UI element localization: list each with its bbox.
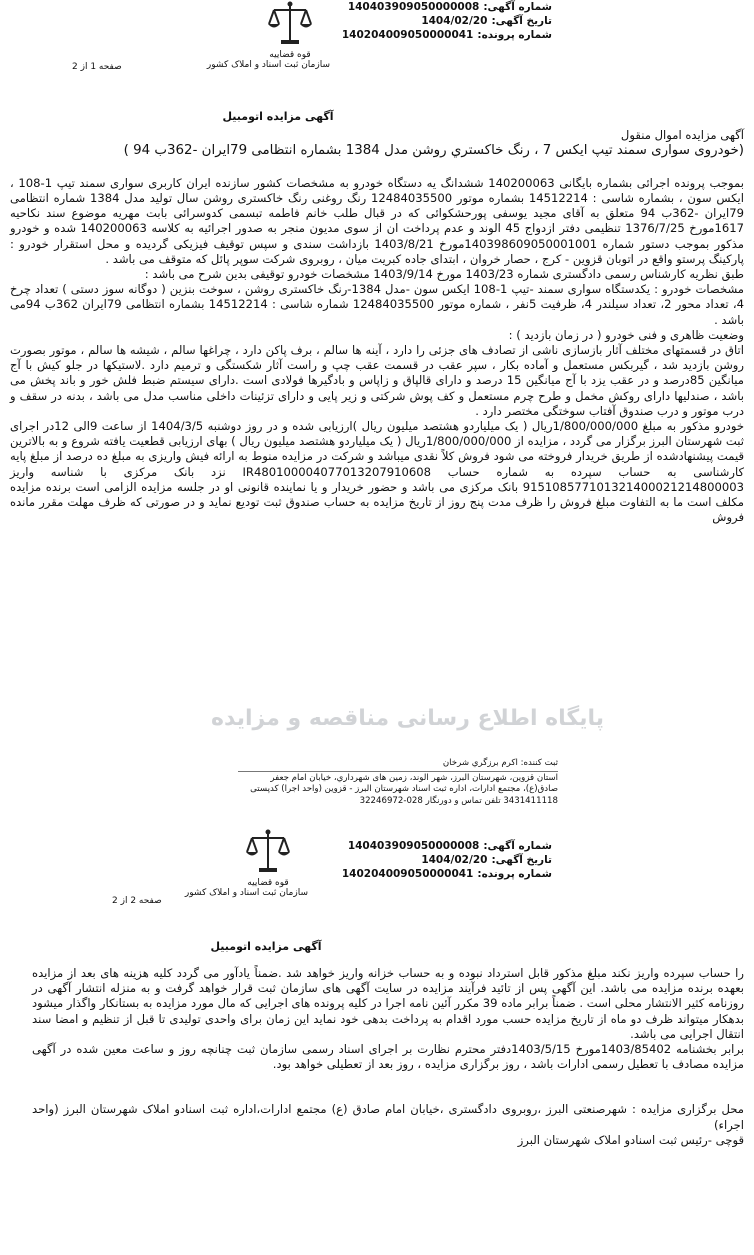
paragraph: وضعیت ظاهری و فنی خودرو ( در زمان بازدید ) : bbox=[508, 327, 744, 342]
paragraph: قوچی -رئیس ثبت اسنادو املاک شهرستان البرز bbox=[517, 1132, 744, 1147]
ad-date-label: تاریخ آگهی: bbox=[491, 854, 552, 866]
footer-address: استان قزوین، شهرستان البرز، شهر الوند، زمین های شهرداري، خیابان امام جعفر صادق(ع)، مجتمع ادارات، اداره ثبت اسناد شهرستان البرز - قزوین (واحد اجرا) کدپستی 3431411118 تلفن تماس و دورنگار 028-32246972 bbox=[250, 772, 558, 806]
footer-divider bbox=[238, 771, 558, 772]
judiciary-seal bbox=[184, 828, 308, 899]
file-number-label: شماره پرونده: bbox=[477, 29, 552, 41]
paragraph: (خودروی سواری سمند تیپ ایکس 7 ، رنگ خاکستري روشن مدل 1384 بشماره انتظامی 79ایران -362ب 94 ) bbox=[123, 143, 744, 159]
page-indicator: صفحه 1 از 2 bbox=[72, 62, 122, 72]
seal-org-text: سازمان ثبت اسناد و املاک کشور bbox=[206, 60, 330, 70]
ad-date: 1404/02/20 bbox=[421, 854, 488, 866]
watermark: پایگاه اطلاع رسانی مناقصه و مزایده bbox=[211, 706, 604, 731]
paragraph: برابر بخشنامه 1403/85402مورخ 1403/5/15دفتر محترم نظارت بر اجرای اسناد رسمی سازمان ثبت چنانچه روز و ساعت معین شده در آگهی مزایده مصادف با تعطیل رسمی ادارات باشد ، روز برگزاری مزایده ، روز بعد از تعطیلی خواهد بود. bbox=[32, 1042, 745, 1072]
paragraph: بموجب پرونده اجرائی بشماره بایگانی 140200063 ششدانگ یه دستگاه خودرو به مشخصات کشور سازنده ایران کاربری سواری سمند تیپ 1-108 ، ایکس سون ، بشماره شاسی : 14512214 بشماره موتور 12484035500 رنگ روغنی رنگ خاکستری روشن سال تولید مدل 1384 شماره انتظامی 79ایران -362ب 94 متعلق به آقای مجید یوسفی پورحشکوائی که در قبال طلب خانم فاطمه تبسمی کدوسرائی بابت مهریه موضوع سند نکاحیه 1617مورخ 1376/7/25 تنظیمی دفتر ازدواج 45 الوند و عدم پرداخت ان از سوی مدیون منجر به صدور اجرائیه به کلاسه 140200063 شده و خودرو مذکور بموجب دستور شماره 140398609050001001مورخ 1403/8/21 بازداشت سندی و سپس توقیف فیزیکی گردیده و محل استقرار خودرو : پارکینگ پرستو واقع در اتوبان قزوین - کرج ، حصار خروان ، ابتدای جاده کبریت میان ، روبروی شرکت سوپر پائل که متوقف می باشد . bbox=[10, 175, 745, 266]
file-number: 140204009050000041 bbox=[341, 868, 474, 880]
notice1-footer bbox=[238, 758, 558, 807]
notice1-header bbox=[342, 0, 552, 42]
paragraph: خودرو مذکور به مبلغ 1/800/000/000ریال ( یک میلیاردو هشتصد میلیون ریال )ارزیابی شده و در روز دوشنبه 1404/3/5 از ساعت 9الی 12در اجرای ثبت شهرستان البرز برگزار می گردد ، مزایده از 1/800/000/000ریال ( یک میلیاردو هشتصد میلیون ریال ) بهای ارزیابی قطعیت یافته شروع و به بالاترین قیمت پیشنهادشده از طریق خریدار فروخته می شود فروش کلاً نقدی میباشد و شرکت در مزایده منوط به ارائه فیش واریزی به مبلغ ده درصد از مبلغ پایه کارشناسی به حساب سپرده به شماره حساب IR480100004077013207910608 نزد بانک مرکزی با شناسه واریز 915108577101321400021214800003 بانک مرکزی می باشد و حضور خریدار و یا نماینده قانونی او در جلسه مزایده الزامی است برنده مزایده مکلف است ما به التفاوت مبلغ فروش را ظرف مدت پنج روز از تاریخ مزایده به حساب صندوق ثبت تودیع نماید و در صورتی که ظرف مهلت مقرر مانده فروش bbox=[10, 418, 744, 525]
paragraph: اتاق در قسمتهای مختلف آثار بازسازی ناشی از تصادف های جزئی را دارد ، آینه ها سالم ، برف پاکن دارد ، چراغها سالم ، شیشه ها سالم ، موتور بصورت روشن بازدید شد ، گیربکس مستعمل و آماده بکار ، سپر عقب در قسمت عقب چپ و راست آثار شکستگی و ترمیم دارد .لاستیکها در جلو کیش با آج میانگین 85درصد و در عقب یزد با آج میانگین 15 درصد و دارای قالپاق و زاپاس و بادگیرها فولادی است .دارای سیستم ضبط فلش خور و باند پخش می باشد ، صندلیها دارای روکش مخمل و طرح چرم مستعمل و کف پوش شرکتی و زیر پایی و دارای تزئینات داخلی مناسب مدل می باشد ، بدنه در سقف و درب موتور و درب صندوق آفتاب سوختگی مختصر دارد . bbox=[10, 342, 744, 418]
scales-of-justice-icon bbox=[268, 0, 312, 46]
ad-number-label: شماره آگهی: bbox=[483, 840, 552, 852]
registrar-name: اکرم برزگري شرخان bbox=[442, 758, 518, 768]
paragraph: مشخصات خودرو : یکدستگاه سواری سمند -تیپ 1-108 ایکس سون -مدل 1384-رنگ خاکستری روشن ، سوخت بنزین ( دوگانه سوز دستی ) تعداد چرخ 4، تعداد محور 2، تعداد سیلندر 4، ظرفیت 5نفر ، شماره موتور 12484035500 شماره شاسی : 14512214 بشماره انتظامی 79ایران 362ب 94می باشد . bbox=[10, 282, 744, 327]
seal-org-text: سازمان ثبت اسناد و املاک کشور bbox=[184, 888, 308, 898]
scales-of-justice-icon bbox=[246, 828, 290, 874]
file-number: 140204009050000041 bbox=[341, 29, 474, 41]
notice1-body bbox=[10, 128, 744, 525]
seal-emblem-text: قوه قضاییه bbox=[247, 878, 289, 888]
ad-number-label: شماره آگهی: bbox=[483, 1, 552, 13]
ad-number: 140403909050000008 bbox=[347, 1, 480, 13]
page-indicator: صفحه 2 از 2 bbox=[112, 896, 162, 906]
notice-title: آگهی مزایده اتومبیل bbox=[210, 940, 322, 953]
ad-date: 1404/02/20 bbox=[421, 15, 488, 27]
paragraph: محل برگزاری مزایده : شهرصنعتی البرز ،روبروی دادگستری ،خیابان امام صادق (ع) مجتمع ادارات،اداره ثبت اسنادو املاک شهرستان البرز (واحد اجراء) bbox=[32, 1102, 744, 1132]
paragraph: آگهی مزایده اموال منقول bbox=[620, 128, 744, 142]
ad-number: 140403909050000008 bbox=[347, 840, 480, 852]
notice-title: آگهی مزایده اتومبیل bbox=[222, 110, 334, 123]
seal-emblem-text: قوه قضاییه bbox=[269, 50, 311, 60]
paragraph: را حساب سپرده واریز نکند مبلغ مذکور قابل استرداد نبوده و به حساب خزانه واریز خواهد شد .ضمناً یادآور می گردد کلیه هزینه های بعد از مزایده بعهده برنده مزایده می باشد. این آگهی پس از تائید فرآیند مزایده در سایت آگهی های سازمان ثبت قرار خواهد گرفت و به منزله انتشار آگهی در روزنامه کثیر الانتشار محلی است . ضمناً برابر ماده 39 مکرر آئین نامه اجرا در کلیه پرونده های اجرایی که مال مورد مزایده به بستانکار واگذار میشود بدهکار میتواند ظرف دو ماه از تاریخ مزایده حسب مورد اقدام به پرداخت بدهی خود نماید این زمان برای واحدی تولیدی تا قبل از تنظیم و امضا سند انتقال اجرایی می باشد. bbox=[32, 966, 744, 1041]
judiciary-seal bbox=[206, 0, 330, 71]
file-number-label: شماره پرونده: bbox=[477, 868, 552, 880]
ad-date-label: تاریخ آگهی: bbox=[491, 15, 552, 27]
paragraph: طبق نظریه کارشناس رسمی دادگستری شماره 1403/23 مورخ 1403/9/14 مشخصات خودرو توقیفی بدین شرح می باشد : bbox=[144, 266, 744, 281]
notice2-header bbox=[342, 839, 552, 881]
registrar-label: ثبت کننده: bbox=[520, 758, 558, 768]
notice2-body bbox=[32, 966, 744, 1148]
